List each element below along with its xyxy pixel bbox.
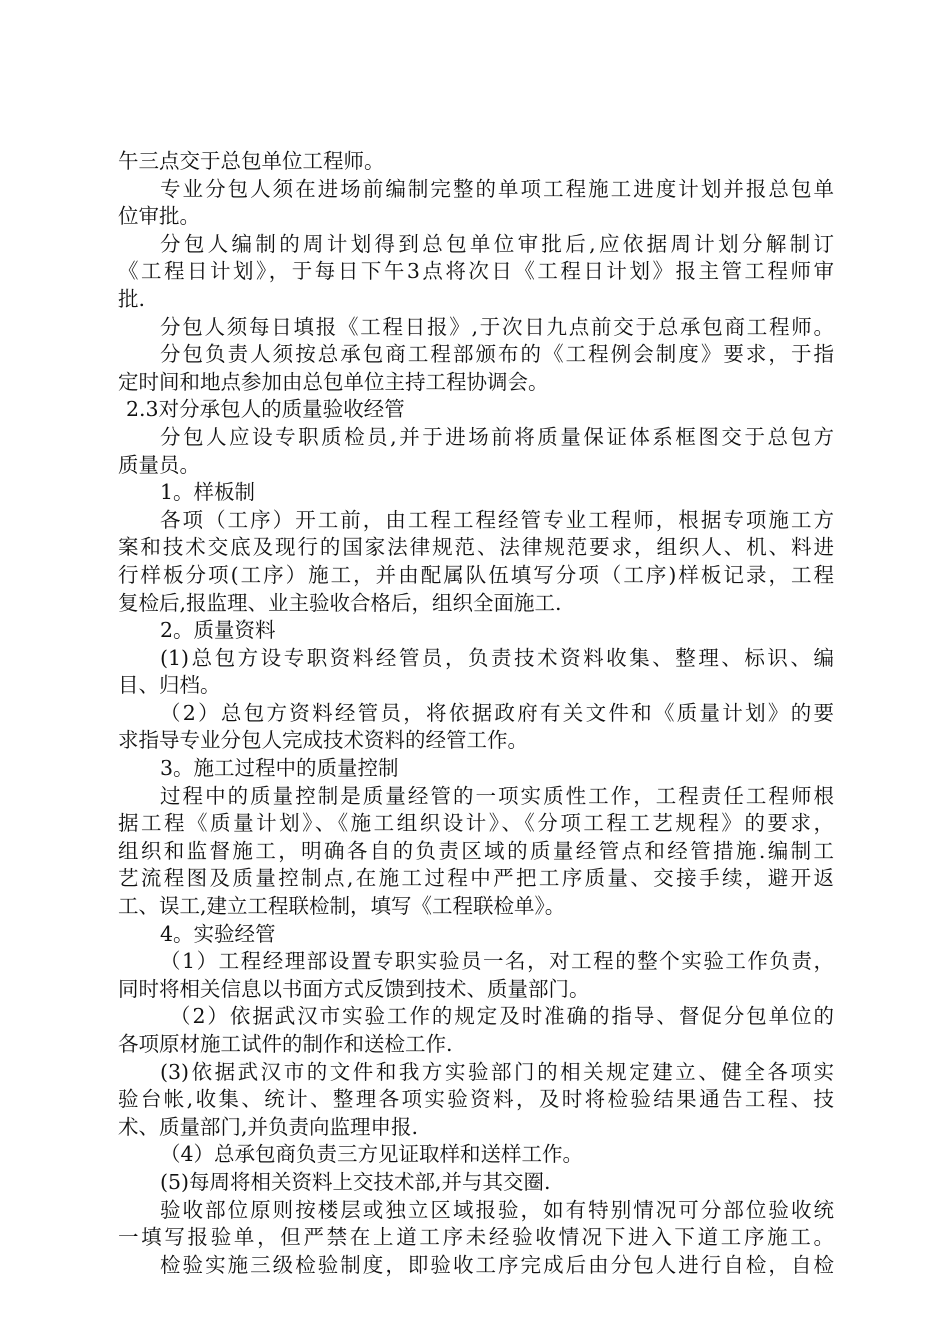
text-line: 目、归档。: [118, 673, 221, 698]
text-line: 验台帐,收集、统计、整理各项实验资料，及时将检验结果通告工程、技: [118, 1087, 834, 1112]
text-line: 行样板分项(工序）施工，并由配属队伍填写分项（工序)样板记录，工程: [118, 562, 834, 587]
text-line: （4）总承包商负责三方见证取样和送样工作。: [160, 1142, 584, 1167]
text-line: (3)依据武汉市的文件和我方实验部门的相关规定建立、健全各项实: [160, 1059, 834, 1084]
subheading: 4。实验经管: [160, 921, 276, 946]
section-heading: 2.3对分承包人的质量验收经管: [126, 397, 405, 422]
text-line: 据工程《质量计划》、《施工组织设计》、《分项工程工艺规程》的要求，: [118, 811, 834, 836]
text-line: 验收部位原则按楼层或独立区域报验，如有特别情况可分部位验收统: [160, 1197, 834, 1222]
text-line: 位审批。: [118, 204, 200, 229]
text-line: 检验实施三级检验制度，即验收工序完成后由分包人进行自检，自检: [160, 1252, 834, 1277]
text-line: 分包负责人须按总承包商工程部颁布的《工程例会制度》要求，于指: [160, 342, 834, 367]
text-line: 分包人应设专职质检员,并于进场前将质量保证体系框图交于总包方: [160, 424, 834, 449]
text-line: 过程中的质量控制是质量经管的一项实质性工作，工程责任工程师根: [160, 783, 834, 808]
text-line: 组织和监督施工，明确各自的负责区域的质量经管点和经管措施.编制工: [118, 838, 834, 863]
text-line: 艺流程图及质量控制点,在施工过程中严把工序质量、交接手续，避开返: [118, 866, 834, 891]
text-line: 一填写报验单，但严禁在上道工序未经验收情况下进入下道工序施工。: [118, 1225, 834, 1250]
subheading: 1。样板制: [160, 480, 256, 505]
text-line: （2）依据武汉市实验工作的规定及时准确的指导、督促分包单位的: [170, 1004, 834, 1029]
text-line: 案和技术交底及现行的国家法律规范、法律规范要求，组织人、机、料进: [118, 535, 834, 560]
text-line: 同时将相关信息以书面方式反馈到技术、质量部门。: [118, 976, 590, 1001]
text-line: 午三点交于总包单位工程师。: [118, 149, 385, 173]
text-line: 各项原材施工试件的制作和送检工作.: [118, 1032, 453, 1056]
text-line: 专业分包人须在进场前编制完整的单项工程施工进度计划并报总包单: [160, 176, 834, 201]
text-line: 各项（工序）开工前，由工程工程经管专业工程师，根据专项施工方: [160, 507, 834, 532]
text-line: 分包人编制的周计划得到总包单位审批后,应依据周计划分解制订: [160, 231, 834, 256]
text-line: 定时间和地点参加由总包单位主持工程协调会。: [118, 369, 549, 394]
text-line: 复检后,报监理、业主验收合格后，组织全面施工.: [118, 590, 562, 615]
text-line: 《工程日计划》，于每日下午3点将次日《工程日计划》报主管工程师审: [118, 259, 834, 284]
text-line: (1)总包方设专职资料经管员，负责技术资料收集、整理、标识、编: [160, 645, 834, 670]
document-page: [118, 148, 834, 1279]
text-line: 批.: [118, 286, 146, 311]
text-line: 工、误工,建立工程联检制，填写《工程联检单》。: [118, 894, 566, 919]
text-line: （1）工程经理部设置专职实验员一名，对工程的整个实验工作负责，: [160, 949, 834, 974]
subheading: 3。施工过程中的质量控制: [160, 756, 399, 781]
text-line: 质量员。: [118, 452, 200, 477]
text-line: 术、质量部门,并负责向监理申报.: [118, 1114, 419, 1139]
text-line: 分包人须每日填报《工程日报》,于次日九点前交于总承包商工程师。: [160, 314, 834, 339]
text-line: (5)每周将相关资料上交技术部,并与其交圈.: [160, 1169, 551, 1194]
text-line: 求指导专业分包人完成技术资料的经管工作。: [118, 728, 528, 753]
text-line: （2）总包方资料经管员，将依据政府有关文件和《质量计划》的要: [160, 700, 834, 725]
subheading: 2。质量资料: [160, 618, 276, 643]
